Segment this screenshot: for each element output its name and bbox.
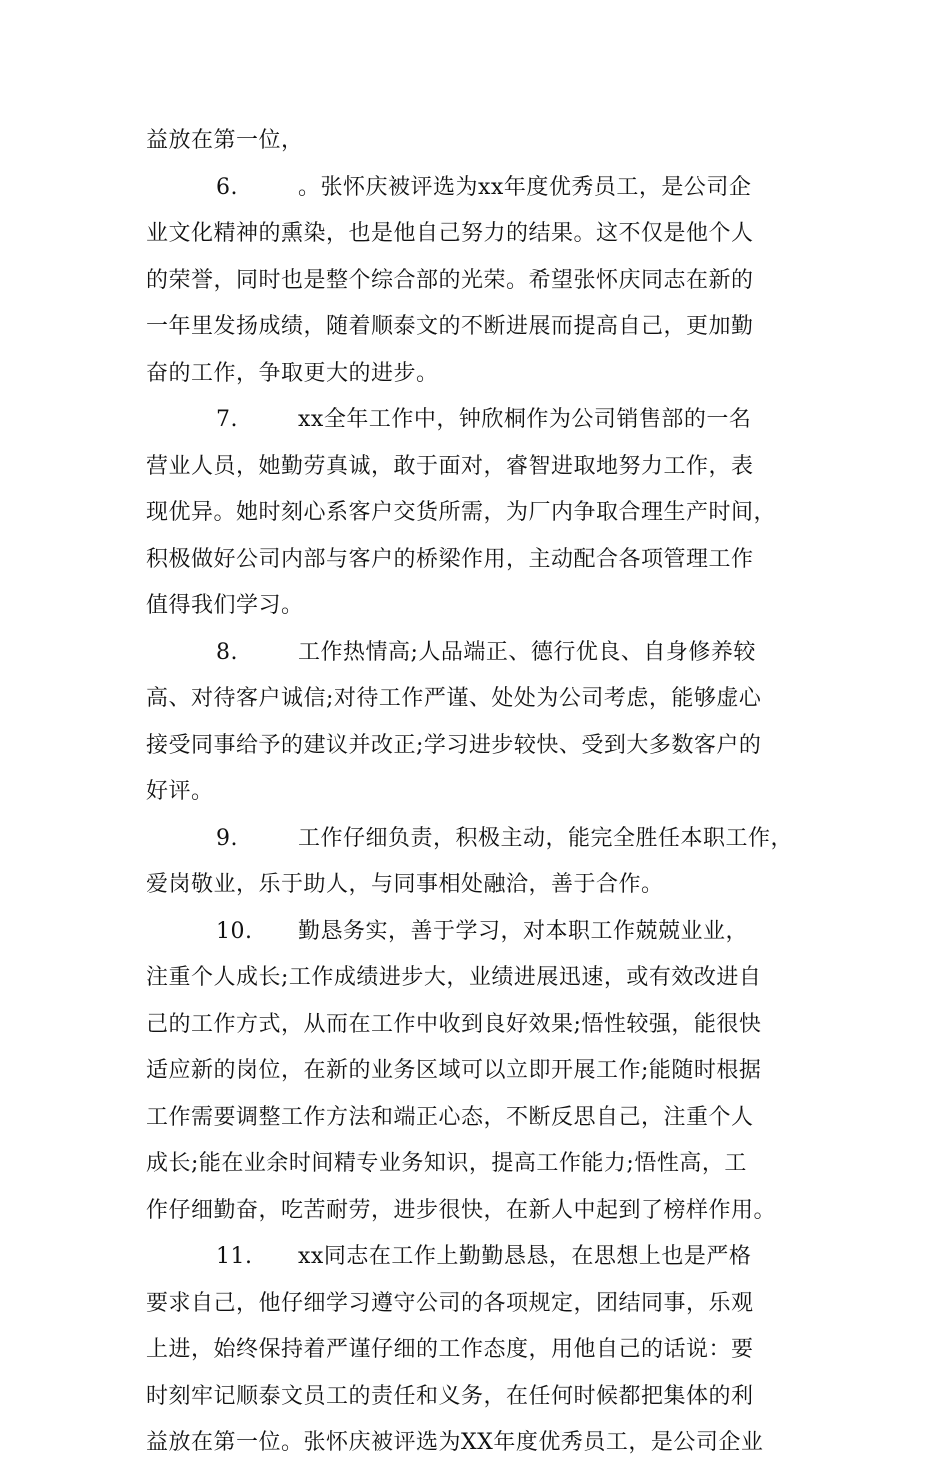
text-line: xx同志在工作上勤勤恳恳，在思想上也是严格 <box>298 1244 752 1269</box>
text-line: 工作需要调整工作方法和端正心态，不断反思自己，注重个人 <box>146 1104 754 1130</box>
item-number: 11. <box>216 1244 253 1269</box>
text-line: 要求自己，他仔细学习遵守公司的各项规定，团结同事，乐观 <box>146 1290 754 1316</box>
text-line: 营业人员，她勤劳真诚，敢于面对，睿智进取地努力工作，表 <box>146 453 754 479</box>
text-line: 时刻牢记顺泰文员工的责任和义务，在任何时候都把集体的利 <box>146 1383 754 1409</box>
text-line: 己的工作方式，从而在工作中收到良好效果;悟性较强，能很快 <box>146 1011 762 1037</box>
text-line: xx全年工作中，钟欣桐作为公司销售部的一名 <box>298 407 752 432</box>
text-line: 业文化精神的熏染，也是他自己努力的结果。这不仅是他个人 <box>146 221 754 246</box>
item-number: 10. <box>216 918 253 944</box>
item-number: 9. <box>216 825 238 851</box>
list-item-7 <box>146 397 816 444</box>
text-line: 工作热情高;人品端正、德行优良、自身修养较 <box>298 639 756 665</box>
text-line: 爱岗敬业，乐于助人，与同事相处融洽，善于合作。 <box>146 872 664 897</box>
text-line: 高、对待客户诚信;对待工作严谨、处处为公司考虑，能够虚心 <box>146 686 762 711</box>
text-line: 现优异。她时刻心系客户交货所需，为厂内争取合理生产时间， <box>146 500 777 525</box>
text-line: 积极做好公司内部与客户的桥梁作用，主动配合各项管理工作 <box>146 546 754 572</box>
text-line: 的荣誉，同时也是整个综合部的光荣。希望张怀庆同志在新的 <box>146 267 754 293</box>
item-number: 7. <box>216 407 238 432</box>
text-line: 接受同事给予的建议并改正;学习进步较快、受到大多数客户的 <box>146 732 762 758</box>
text-line: 勤恳务实，善于学习，对本职工作兢兢业业， <box>298 918 749 944</box>
text-line: 作仔细勤奋，吃苦耐劳，进步很快，在新人中起到了榜样作用。 <box>146 1197 777 1223</box>
list-item-11 <box>146 1234 816 1281</box>
text-line: 奋的工作，争取更大的进步。 <box>146 360 439 386</box>
text-line: 成长;能在业余时间精专业务知识，提高工作能力;悟性高，工 <box>146 1151 747 1176</box>
text-line: 。张怀庆被评选为xx年度优秀员工，是公司企 <box>298 174 752 200</box>
list-item-9 <box>146 816 816 863</box>
text-line: 好评。 <box>146 779 214 804</box>
text-line: 工作仔细负责，积极主动，能完全胜任本职工作， <box>298 825 794 851</box>
document-body <box>146 118 816 1467</box>
list-item-10 <box>146 909 816 956</box>
list-item-6 <box>146 165 816 212</box>
text-line: 适应新的岗位，在新的业务区域可以立即开展工作;能随时根据 <box>146 1058 762 1083</box>
text-line: 益放在第一位。张怀庆被评选为XX年度优秀员工，是公司企业 <box>146 1430 764 1455</box>
text-line: 上进，始终保持着严谨仔细的工作态度，用他自己的话说：要 <box>146 1337 754 1362</box>
text-line: 益放在第一位， <box>146 128 304 153</box>
text-line: 值得我们学习。 <box>146 593 304 618</box>
item-number: 6. <box>216 174 238 200</box>
text-line: 一年里发扬成绩，随着顺泰文的不断进展而提高自己，更加勤 <box>146 314 754 339</box>
text-line: 注重个人成长;工作成绩进步大，业绩进展迅速，或有效改进自 <box>146 965 762 990</box>
item-number: 8. <box>216 639 238 665</box>
list-item-8 <box>146 630 816 677</box>
